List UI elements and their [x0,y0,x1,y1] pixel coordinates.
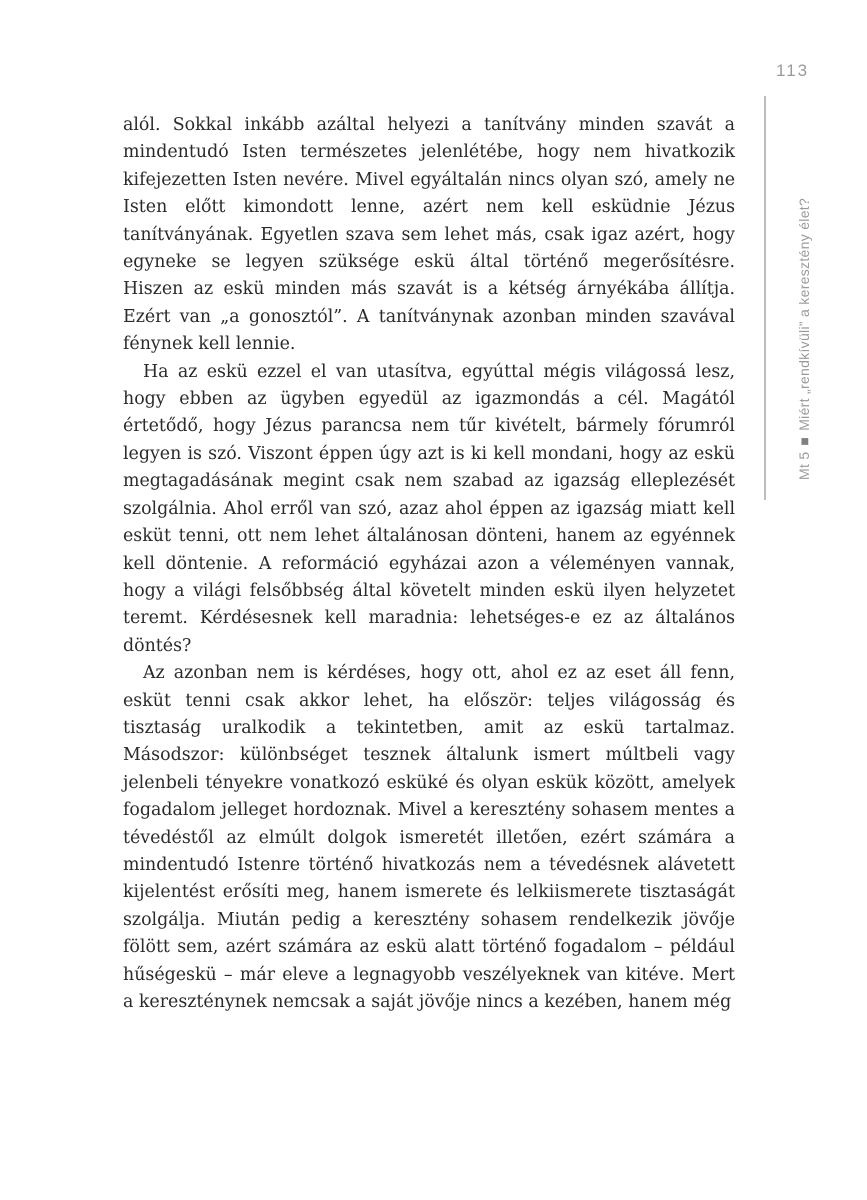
running-head [796,198,812,480]
page-number: 113 [776,61,810,80]
running-head-chapter: Mt 5 [796,451,812,480]
margin-rule [764,96,766,500]
paragraph-2: Ha az eskü ezzel el van utasítva, egyúttal mégis világossá lesz, hogy ebben az ügyben egyedül az igazmondás a cél. Magától értetődő, hogy Jézus parancsa nem tűr kivételt, bármely fórumról legyen is szó. Viszont éppen úgy azt is ki kell mondani, hogy az eskü megtagadásának megint csak nem szabad az igazság elleplezését szolgálnia. Ahol erről van szó, azaz ahol éppen az igazság miatt kell esküt tenni, ott nem lehet általánosan dönteni, hanem az egyénnek kell döntenie. A reformáció egyházai azon a véleményen vannak, hogy a világi felsőbbség által követelt minden eskü ilyen helyzetet teremt. Kérdésesnek kell maradnia: lehetséges-e ez az általános döntés? [123,361,735,656]
paragraph-1: alól. Sokkal inkább azáltal helyezi a tanítvány minden szavát a mindentudó Isten természetes jelenlétébe, hogy nem hivatkozik kifejezetten Isten nevére. Mivel egyáltalán nincs olyan szó, amely ne Isten előtt kimondott lenne, azért nem kell esküdnie Jézus tanítványának. Egyetlen szava sem lehet más, csak igaz azért, hogy egyneke se legyen szüksége eskü által történő megerősítésre. Hiszen az eskü minden más szavát is a kétség árnyékába állítja. Ezért van „a gonosztól”. A tanítványnak azonban minden szavával fénynek kell lennie. [123,115,735,355]
running-head-title: Miért „rendkívüli” a keresztény élet? [796,197,812,431]
paragraph-3: Az azonban nem is kérdéses, hogy ott, ahol ez az eset áll fenn, esküt tenni csak akkor lehet, ha először: teljes világosság és tisztaság uralkodik a tekintetben, amit az eskü tartalmaz. Másodszor: különbséget tesznek általunk ismert múltbeli vagy jelenbeli tényekre vonatkozó esküké és olyan eskük között, amelyek fogadalom jelleget hordoznak. Mivel a keresztény sohasem mentes a tévedéstől az elmúlt dolgok ismeretét illetően, ezért számára a mindentudó Istenre történő hivatkozás nem a tévedésnek alávetett kijelentést erősíti meg, hanem ismerete és lelkiismerete tisztaságát szolgálja. Miután pedig a keresztény sohasem rendelkezik jövője fölött sem, azért számára az eskü alatt történő fogadalom – például hűségeskü – már eleve a legnagyobb veszélyeknek van kitéve. Mert a kereszténynek nemcsak a saját jövője nincs a kezében, hanem még [123,663,735,1012]
body-text [123,112,735,1016]
running-head-separator: ■ [796,436,812,446]
